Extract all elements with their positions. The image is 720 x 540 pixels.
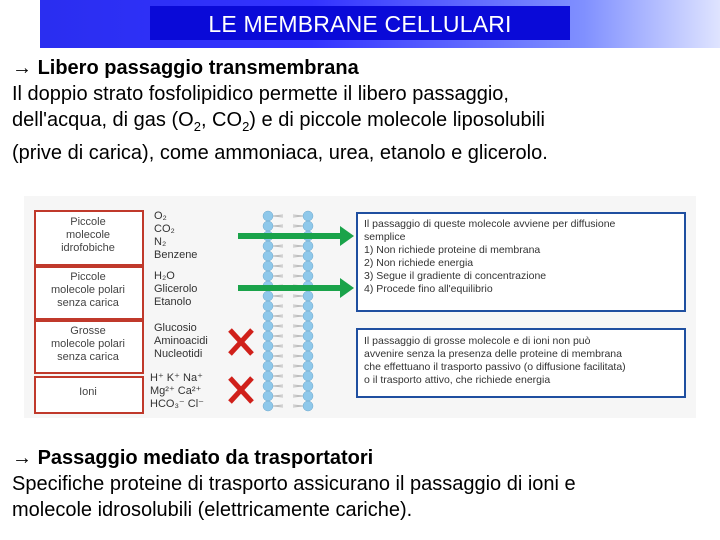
phospholipid-head — [303, 271, 313, 281]
phospholipid-head — [303, 261, 313, 271]
lipid-tail — [293, 246, 303, 247]
lipid-tail — [293, 406, 303, 407]
phospholipid-head — [303, 401, 313, 411]
lipid-tail — [273, 356, 283, 357]
phospholipid-head — [263, 251, 273, 261]
lipid-tail — [273, 216, 283, 217]
category-label-ions: Ioni — [79, 386, 97, 398]
membrane-diagram — [24, 196, 696, 418]
molecule-list-ions: H⁺ K⁺ Na⁺ Mg²⁺ Ca²⁺ HCO₃⁻ Cl⁻ — [150, 372, 204, 410]
section1-heading: Libero passaggio transmembrana — [37, 57, 359, 79]
passage-arrow-head — [340, 226, 354, 246]
lipid-tail — [293, 266, 303, 267]
phospholipid-head — [303, 341, 313, 351]
phospholipid-head — [263, 241, 273, 251]
phospholipid-head — [263, 361, 273, 371]
lipid-tail — [273, 306, 283, 307]
transport-description-text: Il passaggio di grosse molecole e di ioni non può avvenire senza la presenza delle proteine di membrana che effettuano il trasporto passivo (o diffusione facilitata) o il trasporto attivo, che richiede energia — [364, 335, 626, 386]
lipid-tail — [293, 336, 303, 337]
lipid-tail — [293, 316, 303, 317]
section2-line1: Specifiche proteine di trasporto assicurano il passaggio di ioni e — [12, 473, 576, 495]
lipid-tail — [273, 326, 283, 327]
phospholipid-head — [303, 361, 313, 371]
category-label-large-polar: Grosse molecole polari senza carica — [51, 325, 125, 363]
lipid-tail — [273, 256, 283, 257]
lipid-tail — [273, 266, 283, 267]
category-label-small-polar: Piccole molecole polari senza carica — [51, 271, 125, 309]
title-banner — [0, 0, 720, 48]
section2-line2: molecole idrosolubili (elettricamente cariche). — [12, 499, 413, 521]
molecule-list-large-polar: Glucosio Aminoacidi Nucleotidi — [154, 322, 208, 360]
phospholipid-head — [263, 331, 273, 341]
phospholipid-head — [263, 291, 273, 301]
phospholipid-head — [263, 371, 273, 381]
section1-line1: Il doppio strato fosfolipidico permette il libero passaggio, — [12, 83, 509, 105]
lipid-tail — [293, 296, 303, 297]
lipid-tail — [293, 356, 303, 357]
phospholipid-head — [303, 301, 313, 311]
phospholipid-head — [303, 221, 313, 231]
phospholipid-head — [303, 351, 313, 361]
lipid-tail — [273, 296, 283, 297]
section1-line3: (prive di carica), come ammoniaca, urea, etanolo e glicerolo. — [12, 142, 548, 164]
lipid-tail — [293, 396, 303, 397]
section1-line2: dell'acqua, di gas ($O_2$, $CO_2$) e di piccole molecole liposolubili — [12, 109, 545, 134]
page-title: LE MEMBRANE CELLULARI — [208, 11, 512, 37]
phospholipid-head — [263, 221, 273, 231]
phospholipid-head — [303, 311, 313, 321]
molecule-list-small-polar: H₂O Glicerolo Etanolo — [154, 270, 198, 308]
section-free-passage — [12, 55, 712, 166]
phospholipid-head — [303, 321, 313, 331]
lipid-tail — [273, 336, 283, 337]
lipid-tail — [273, 376, 283, 377]
lipid-tail — [273, 366, 283, 367]
phospholipid-head — [303, 241, 313, 251]
lipid-tail — [273, 386, 283, 387]
section2-heading: Passaggio mediato da trasportatori — [37, 447, 374, 469]
right-arrow-icon: → — [12, 447, 32, 469]
lipid-tail — [293, 306, 303, 307]
phospholipid-head — [303, 331, 313, 341]
lipid-tail — [293, 276, 303, 277]
phospholipid-head — [263, 301, 273, 311]
lipid-tail — [293, 376, 303, 377]
phospholipid-head — [263, 261, 273, 271]
lipid-tail — [293, 226, 303, 227]
lipid-tail — [273, 226, 283, 227]
phospholipid-head — [263, 401, 273, 411]
passage-arrow-head — [340, 278, 354, 298]
molecule-list-hydrophobic: O₂ CO₂ N₂ Benzene — [154, 210, 198, 261]
phospholipid-head — [263, 351, 273, 361]
phospholipid-head — [303, 381, 313, 391]
lipid-tail — [293, 386, 303, 387]
lipid-tail — [293, 256, 303, 257]
lipid-tail — [273, 396, 283, 397]
lipid-tail — [293, 326, 303, 327]
phospholipid-head — [263, 211, 273, 221]
phospholipid-head — [263, 311, 273, 321]
phospholipid-head — [263, 391, 273, 401]
phospholipid-head — [303, 251, 313, 261]
lipid-tail — [273, 406, 283, 407]
phospholipid-head — [303, 211, 313, 221]
category-label-small-hydrophobic: Piccole molecole idrofobiche — [61, 216, 115, 254]
lipid-tail — [293, 366, 303, 367]
section2-heading-row — [12, 445, 712, 471]
section-mediated-transport — [12, 445, 712, 523]
diffusion-description-text: Il passaggio di queste molecole avviene per diffusione semplice 1) Non richiede proteine di membrana 2) Non richiede energia 3) Segue il gradiente di concentrazione 4) Procede fino all'equilibrio — [364, 218, 616, 295]
lipid-tail — [273, 316, 283, 317]
lipid-tail — [273, 246, 283, 247]
right-arrow-icon: → — [12, 57, 32, 79]
phospholipid-head — [263, 341, 273, 351]
lipid-tail — [273, 346, 283, 347]
lipid-tail — [293, 216, 303, 217]
phospholipid-head — [263, 321, 273, 331]
section1-heading-row — [12, 55, 712, 81]
phospholipid-head — [303, 391, 313, 401]
lipid-tail — [273, 276, 283, 277]
phospholipid-head — [303, 291, 313, 301]
phospholipid-head — [263, 271, 273, 281]
phospholipid-head — [303, 371, 313, 381]
lipid-tail — [293, 346, 303, 347]
phospholipid-head — [263, 381, 273, 391]
